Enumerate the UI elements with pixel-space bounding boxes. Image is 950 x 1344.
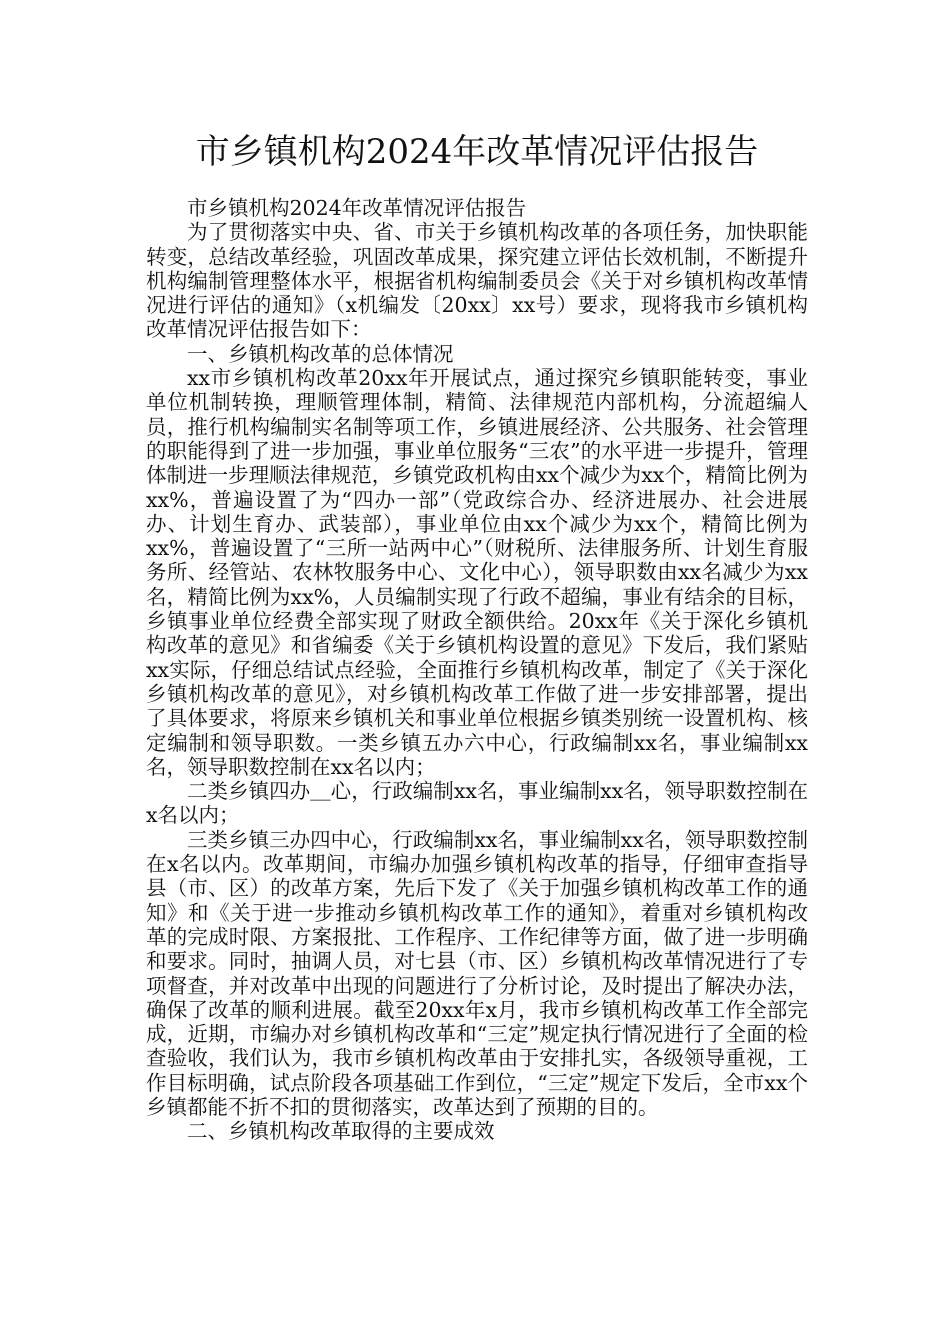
section-heading-2: 二、乡镇机构改革取得的主要成效 — [187, 1119, 495, 1144]
document-body — [146, 196, 808, 1144]
document-title: 市乡镇机构2024年改革情况评估报告 — [195, 132, 759, 172]
section-heading-1: 一、乡镇机构改革的总体情况 — [187, 341, 454, 366]
paragraph-overview: xx市乡镇机构改革20xx年开展试点，通过探究乡镇职能转变，事业单位机制转换，理顺管理体制，精简、法律规范内部机构，分流超编人员，推行机构编制实名制等项工作，乡镇进展经济、公共服务、社会管理的职能得到了进一步加强，事业单位服务“三农”的水平进一步提升，管理体制进一步理顺法律规范，乡镇党政机构由xx个减少为xx个，精简比例为xx%，普遍设置了为“四办一部”（党政综合办、经济进展办、社会进展办、计划生育办、武装部），事业单位由xx个减少为xx个，精简比例为xx%，普遍设置了“三所一站两中心”（财税所、法律服务所、计划生育服务所、经管站、农林牧服务中心、文化中心），领导职数由xx名减少为xx名，精简比例为xx%，人员编制实现了行政不超编，事业有结余的目标，乡镇事业单位经费全部实现了财政全额供给。20xx年《关于深化乡镇机构改革的意见》和省编委《关于乡镇机构设置的意见》下发后，我们紧贴xx实际，仔细总结试点经验，全面推行乡镇机构改革，制定了《关于深化乡镇机构改革的意见》，对乡镇机构改革工作做了进一步安排部署，提出了具体要求，将原来乡镇机关和事业单位根据乡镇类别统一设置机构、核定编制和领导职数。一类乡镇五办六中心，行政编制xx名，事业编制xx名，领导职数控制在xx名以内； — [146, 366, 808, 779]
paragraph-intro: 为了贯彻落实中央、省、市关于乡镇机构改革的各项任务，加快职能转变，总结改革经验，巩固改革成果，探究建立评估长效机制，不断提升机构编制管理整体水平，根据省机构编制委员会《关于对乡镇机构改革情况进行评估的通知》（x机编发〔20xx〕xx号）要求，现将我市乡镇机构改革情况评估报告如下： — [146, 220, 808, 342]
paragraph-subtitle: 市乡镇机构2024年改革情况评估报告 — [187, 196, 527, 220]
document-page — [146, 0, 808, 1144]
paragraph-category-3: 三类乡镇三办四中心，行政编制xx名，事业编制xx名，领导职数控制在x名以内。改革期间，市编办加强乡镇机构改革的指导，仔细审查指导县（市、区）的改革方案，先后下发了《关于加强乡镇机构改革工作的通知》和《关于进一步推动乡镇机构改革工作的通知》，着重对乡镇机构改革的完成时限、方案报批、工作程序、工作纪律等方面，做了进一步明确和要求。同时，抽调人员，对七县（市、区）乡镇机构改革情况进行了专项督查，并对改革中出现的问题进行了分析讨论，及时提出了解决办法，确保了改革的顺利进展。截至20xx年x月，我市乡镇机构改革工作全部完成，近期，市编办对乡镇机构改革和“三定”规定执行情况进行了全面的检查验收，我们认为，我市乡镇机构改革由于安排扎实，各级领导重视，工作目标明确，试点阶段各项基础工作到位，“三定”规定下发后，全市xx个乡镇都能不折不扣的贯彻落实，改革达到了预期的目的。 — [146, 827, 808, 1119]
paragraph-category-2: 二类乡镇四办＿心，行政编制xx名，事业编制xx名，领导职数控制在x名以内； — [146, 779, 808, 828]
